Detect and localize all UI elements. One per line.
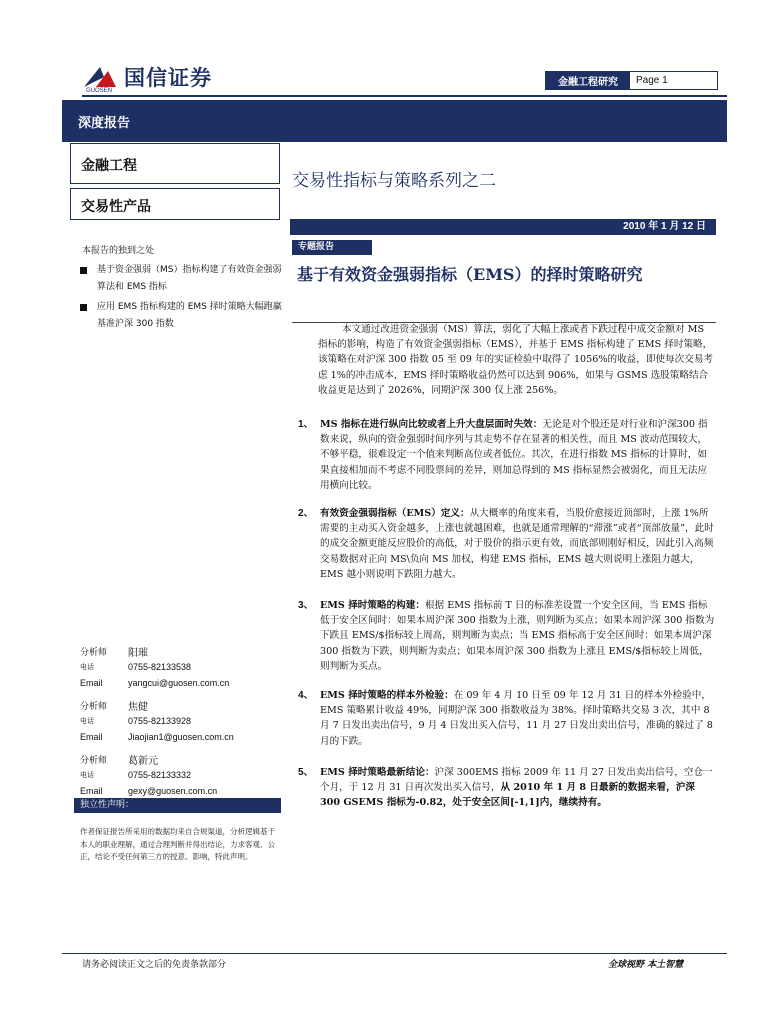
analyst-phone: 0755-82133332 [128,770,192,780]
footer-rule [62,953,727,954]
analyst-name: 葛新元 [128,755,158,767]
category-box-2 [70,188,280,220]
item-colon: ： [444,690,454,701]
page-number: Page 1 [636,75,668,86]
analyst-email[interactable]: Jiaojian1@guosen.com.cn [128,732,234,742]
phone-label: 电话 [80,717,94,725]
unique-point [80,262,285,296]
analyst-name: 阳璀 [128,647,148,659]
analyst-card [80,697,280,745]
header-category-box [545,71,718,90]
phone-label: 电话 [80,663,94,671]
analyst-phone: 0755-82133538 [128,662,192,672]
guosen-logo [82,62,212,92]
finding-item [298,417,716,493]
category-box-1 [70,143,280,184]
analyst-role: 分析师 [80,647,108,658]
item-heading: MS 指标在进行纵向比较或者上升大盘层面时失效 [320,419,533,430]
item-heading: EMS 择时策略最新结论 [320,767,425,778]
email-label: Email [80,786,103,796]
footer-disclaimer-note: 请务必阅读正文之后的免责条款部分 [82,960,227,970]
report-type-label: 深度报告 [78,116,131,131]
report-type-band [62,100,727,142]
item-body: 在 09 年 4 月 10 日至 09 年 12 月 31 日的样本外检验中，EMS 策略累计收益 49%，同期沪深 300 指数收益为 38%。择时策略共交易 3 次，其中 8 月 7 日发出卖出信号，9 月 4 日发出买入信号，11 月 27 日发出卖出信号，准确的躲过了 8 月的下跌。 [320,690,713,747]
unique-point [80,299,285,333]
analyst-role: 分析师 [80,701,108,712]
item-number: 4、 [298,690,314,701]
report-tag: 专题报告 [292,240,372,255]
item-colon: ： [460,508,470,519]
unique-point-text: 基于资金强弱（MS）指标构建了有效资金强弱算法和 EMS 指标 [97,265,282,292]
item-colon: ： [415,600,425,611]
finding-item [298,765,716,811]
guosen-logo-icon [82,65,118,89]
phone-label: 电话 [80,771,94,779]
analyst-email[interactable]: gexy@guosen.com.cn [128,786,218,796]
company-name-en: GUOSEN [86,88,113,94]
item-body: 沪深 300EMS 指标 2009 年 11 月 27 日发出卖出信号，空仓一个月，于 12 月 31 日再次发出买入信号， [320,767,713,794]
main-title: 基于有效资金强弱指标（EMS）的择时策略研究 [297,265,643,284]
item-body: 从大概率的角度来看，当股价愈接近顶部时，上涨 1%所需要的主动买入资金越多，上涨也就越困难，也就是通常理解的“滞涨”或者“顶部放量”，此时的成交金额更能反应股价的高低，对于股价的指示更有效，而底部则刚好相反，因此引入高频交易数据对正向 MS\负向 MS 加权，构建 EMS 指标，EMS 越大则说明上涨阻力越大，EMS 越小则说明下跌阻力越大。 [320,508,714,580]
unique-points-list [80,262,285,336]
item-heading: 有效资金强弱指标（EMS）定义 [320,508,460,519]
header-rule [82,95,727,97]
finding-item [298,506,716,582]
bullet-square-icon [80,304,87,311]
unique-points-title: 本报告的独到之处 [82,246,155,256]
item-colon: ： [424,767,435,778]
report-category: 金融工程研究 [546,72,630,89]
item-number: 1、 [298,419,314,430]
analyst-email[interactable]: yangcui@guosen.com.cn [128,678,230,688]
unique-point-text: 应用 EMS 指标构建的 EMS 择时策略大幅跑赢基准沪深 300 指数 [97,302,282,329]
independence-declaration-title: 独立性声明： [74,798,281,813]
abstract [318,322,715,398]
analyst-role: 分析师 [80,755,108,766]
item-colon: ： [532,419,543,430]
category-label-2: 交易性产品 [81,199,151,215]
analyst-card [80,751,280,799]
finding-item [298,688,716,749]
footer-slogan: 全球视野 本土智慧 [608,960,684,970]
item-number: 2、 [298,508,314,519]
email-label: Email [80,732,103,742]
abstract-text: 本文通过改进资金强弱（MS）算法，弱化了大幅上涨或者下跌过程中成交金额对 MS 指标的影响，构造了有效资金强弱指标（EMS），并基于 EMS 指标构建了 EMS 择时策略，该策略在对沪深 300 指数 05 至 09 年的实证检验中取得了 1056%的收益，即使每次交易考虑 1%的冲击成本，EMS 择时策略收益仍然可以达到 906%，如果与 GSMS 选股策略结合收益更是达到了 2026%，同期沪深 300 仅上涨 256%。 [318,324,714,396]
analyst-contacts [80,643,280,805]
report-date: 2010 年 1 月 12 日 [290,219,716,235]
analyst-name: 焦健 [128,701,148,713]
email-label: Email [80,678,103,688]
bullet-square-icon [80,267,87,274]
item-number: 5、 [298,767,314,778]
series-title: 交易性指标与策略系列之二 [292,171,496,191]
analyst-card [80,643,280,691]
item-heading: EMS 择时策略的构建 [320,600,416,611]
category-label-1: 金融工程 [81,158,137,174]
item-conclusion: 从 2010 年 1 月 8 日最新的数据来看，沪深 300 GSEMS 指标为-0.82，处于安全区间[-1,1]内，继续持有。 [320,782,695,809]
item-heading: EMS 择时策略的样本外检验 [320,690,445,701]
item-number: 3、 [298,600,314,611]
finding-item [298,598,716,674]
item-body: 根据 EMS 指标前 T 日的标准差设置一个安全区间，当 EMS 指标低于安全区间时：如果本周沪深 300 指数为上涨，则判断为买点；如果本周沪深 300 指数为下跌且 EMS/$指标较上周高，则判断为卖点；当 EMS 指标高于安全区间时：如果本周沪深 300 指数为下跌，则判断为卖点；如果本周沪深 300 指数为上涨且 EMS/$指标较上周低，则判断为买点。 [320,600,715,672]
company-name: 国信证券 [124,66,212,90]
analyst-phone: 0755-82133928 [128,716,192,726]
item-body: 无论是对个股还是对行业和沪深300 指数来说，纵向的资金强弱时间序列与其走势不存在显著的相关性，而且 MS 波动范围较大，不够平稳，很难设定一个值来判断高位或者低位。其次，在进行指数 MS 指标的计算时，如果直接相加而不考虑不同股票间的差异，则加总得到的 MS 指标显然会被弱化，而且无法应用横向比较。 [320,419,708,491]
independence-declaration-body: 作者保证报告所采用的数据均来自合规渠道，分析逻辑基于本人的职业理解，通过合理判断并得出结论，力求客观、公正，结论不受任何第三方的授意、影响，特此声明。 [80,827,275,861]
